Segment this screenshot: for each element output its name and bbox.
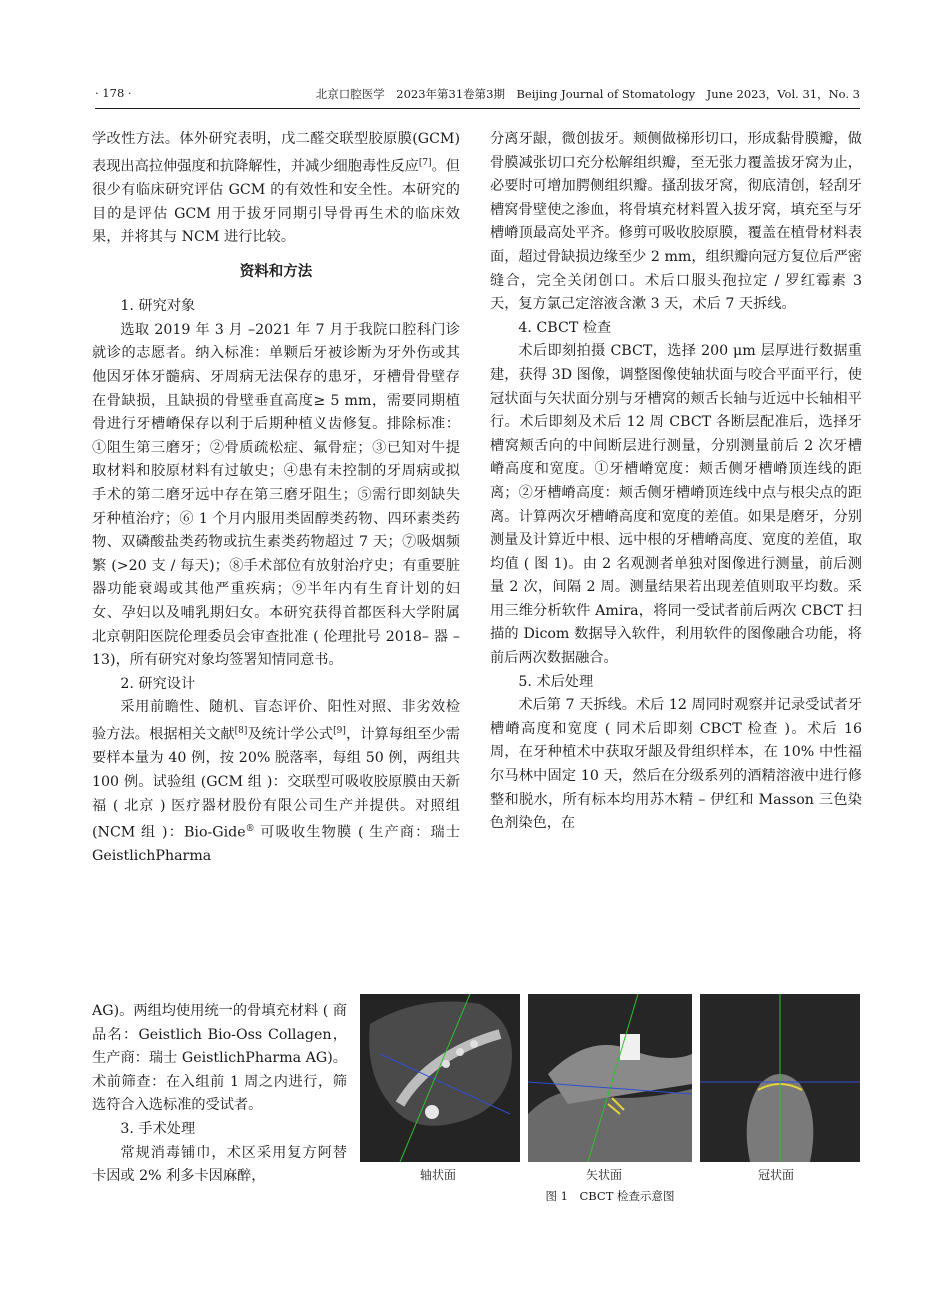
right-column — [490, 128, 862, 836]
label-axial: 轴状面 — [420, 1168, 457, 1182]
intro-paragraph: 学改性方法。体外研究表明，戊二醛交联型胶原膜(GCM) 表现出高拉伸强度和抗降解性，并减少细胞毒性反应[7]。但很少有临床研究评估 GCM 的有效性和安全性。本研究的目的是评估 GCM 用于拔牙同期引导骨再生术的临床效果，并将其与 NCM 进行比较。 — [92, 131, 460, 246]
coronal-view-image — [700, 994, 860, 1162]
label-coronal: 冠状面 — [758, 1168, 795, 1182]
paragraph-design-cont: AG)。两组均使用统一的骨填充材料 ( 商品名：Geistlich Bio-Oss Collagen，生产商：瑞士 GeistlichPharma AG)。术前筛查：在入组前 1 周之内进行，筛选符合入选标准的受试者。 — [92, 1003, 347, 1114]
left-column-narrow — [92, 1000, 347, 1189]
figure-1 — [360, 994, 860, 1214]
paragraph-postop: 术后第 7 天拆线。术后 12 周同时观察并记录受试者牙槽嵴高度和宽度 ( 同术后即刻 CBCT 检查 )。术后 16 周，在牙种植术中获取牙龈及骨组织样本，在 10% 中性福尔马林中固定 10 天，然后在分级系列的酒精溶液中进行修整和脱水，所有标本均用苏木精 – 伊红和 Masson 三色染色剂染色，在 — [490, 697, 862, 832]
figure-caption: 图 1 CBCT 检查示意图 — [545, 1189, 675, 1203]
sagittal-view-image — [528, 994, 692, 1162]
paragraph-cbct: 术后即刻拍摄 CBCT，选择 200 μm 层厚进行数据重建，获得 3D 图像，调整图像使轴状面与咬合平面平行，使冠状面与矢状面分别与牙槽窝的颊舌长轴与近远中长轴相平行。术后即刻及术后 12 周 CBCT 各断层配准后，选择牙槽窝颊舌向的中间断层进行测量，分别测量前后 2 次牙槽嵴高度和宽度。①牙槽嵴宽度：颊舌侧牙槽嵴顶连线的距离；②牙槽嵴高度：颊舌侧牙槽嵴顶连线中点与根尖点的距离。计算两次牙槽嵴高度和宽度的差值。如果是磨牙，分别测量及计算近中根、远中根的牙槽嵴高度、宽度的差值，取均值 ( 图 1)。由 2 名观测者单独对图像进行测量，前后测量 2 次，间隔 2 周。测量结果若出现差值则取平均数。采用三维分析软件 Amira，将同一受试者前后两次 CBCT 扫描的 Dicom 数据导入软件，利用软件的图像融合功能，将前后两次数据融合。 — [490, 343, 862, 667]
paragraph-subjects: 选取 2019 年 3 月 –2021 年 7 月于我院口腔科门诊就诊的志愿者。纳入标准：单颗后牙被诊断为牙外伤或其他因牙体牙髓病、牙周病无法保存的患牙，牙槽骨骨壁存在骨缺损，且缺损的骨壁垂直高度≥ 5 mm，需要同期植骨进行牙槽嵴保存以利于后期种植义齿修复。排除标准：①阻生第三磨牙；②骨质疏松症、氟骨症；③已知对牛提取材料和胶原材料有过敏史；④患有未控制的牙周病或拟手术的第二磨牙远中存在第三磨牙阻生；⑤需行即刻缺失牙种植治疗；⑥ 1 个月内服用类固醇类药物、四环素类药物、双磷酸盐类药物或抗生素类药物超过 7 天；⑦吸烟频繁 (>20 支 / 每天)；⑧手术部位有放射治疗史；有重要脏器功能衰竭或其他严重疾病；⑨半年内有生育计划的妇女、孕妇以及哺乳期妇女。本研究获得首都医科大学附属北京朝阳医院伦理委员会审查批准 ( 伦理批号 2018– 器 –13)，所有研究对象均签署知情同意书。 — [92, 321, 460, 669]
axial-view-image — [360, 994, 520, 1162]
page-number: · 178 · — [95, 86, 132, 100]
heading-cbct: 4. CBCT 检查 — [518, 319, 612, 336]
heading-surgery: 3. 手术处理 — [120, 1120, 196, 1137]
paragraph-surgery: 常规消毒铺巾，术区采用复方阿替卡因或 2% 利多卡因麻醉， — [92, 1144, 347, 1185]
journal-running-head: 北京口腔医学 2023年第31卷第3期 Beijing Journal of Stomatology June 2023，Vol. 31，No. 3 — [315, 87, 860, 101]
heading-postop: 5. 术后处理 — [518, 673, 594, 690]
panel-labels — [360, 1166, 860, 1184]
header-rule — [95, 108, 860, 109]
left-column — [92, 128, 460, 869]
cbct-panels — [360, 994, 860, 1162]
page-header — [95, 86, 860, 106]
label-sagittal: 矢状面 — [586, 1168, 623, 1182]
paragraph-design: 采用前瞻性、随机、盲态评价、阳性对照、非劣效检验方法。根据相关文献[8]及统计学公式[9]，计算每组至少需要样本量为 40 例，按 20% 脱落率，每组 50 例，两组共 100 例。试验组 (GCM 组 )：交联型可吸收胶原膜由天新福 ( 北京 ) 医疗器材股份有限公司生产并提供。对照组 (NCM 组 )：Bio-Gide® 可吸收生物膜 ( 生产商：瑞士 GeistlichPharma — [92, 699, 460, 865]
heading-subjects: 1. 研究对象 — [120, 298, 196, 315]
section-title: 资料和方法 — [239, 262, 313, 280]
paragraph-surgery-cont: 分离牙龈，微创拔牙。颊侧做梯形切口，形成黏骨膜瓣，做骨膜减张切口充分松解组织瓣，至无张力覆盖拔牙窝为止，必要时可增加腭侧组织瓣。搔刮拔牙窝，彻底清创，轻刮牙槽窝骨壁使之渗血，将骨填充材料置入拔牙窝，填充至与牙槽嵴顶最高处平齐。修剪可吸收胶原膜，覆盖在植骨材料表面，超过骨缺损边缘至少 2 mm，组织瓣向冠方复位后严密缝合，完全关闭创口。术后口服头孢拉定 / 罗红霉素 3 天，复方氯己定溶液含漱 3 天，术后 7 天拆线。 — [490, 131, 862, 313]
heading-design: 2. 研究设计 — [120, 675, 196, 692]
